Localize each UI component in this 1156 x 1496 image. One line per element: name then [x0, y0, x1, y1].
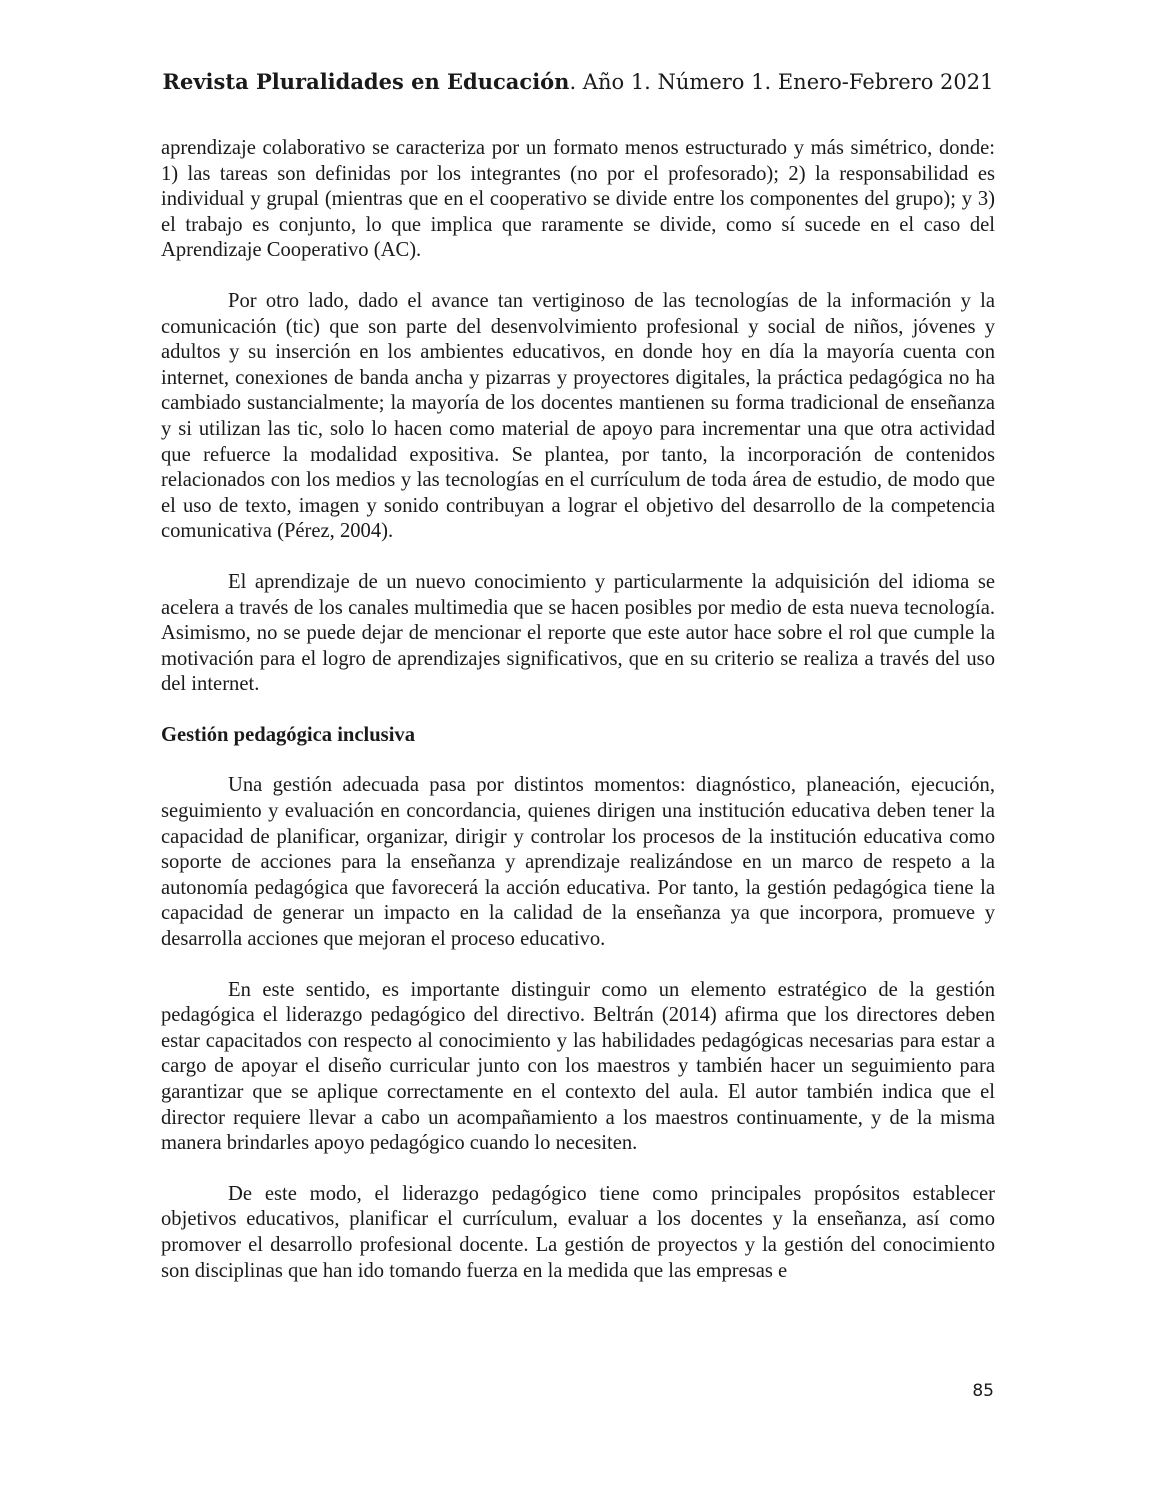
page-number: 85	[972, 1381, 994, 1401]
paragraph-collaborative-learning: aprendizaje colaborativo se caracteriza por un formato menos estructurado y más simétrico, donde: 1) las tareas son definidas por los integrantes (no por el profesorado); 2) la responsabilidad es individual y grupal (mientras que en el cooperativo se divide entre los componentes del grupo); y 3) el trabajo es conjunto, lo que implica que raramente se divide, como sí sucede en el caso del Aprendizaje Cooperativo (AC).	[161, 137, 995, 262]
running-header	[0, 68, 1156, 96]
issue-info: . Año 1. Número 1. Enero-Febrero 2021	[569, 70, 994, 94]
paragraph-purposes: De este modo, el liderazgo pedagógico tiene como principales propósitos establecer objetivos educativos, planificar el currículum, evaluar a los docentes y la enseñanza, así como promover el desarrollo profesional docente. La gestión de proyectos y la gestión del conocimiento son disciplinas que han ido tomando fuerza en la medida que las empresas e	[161, 1182, 995, 1282]
paragraph-multimedia: El aprendizaje de un nuevo conocimiento y particularmente la adquisición del idioma se acelera a través de los canales multimedia que se hacen posibles por medio de esta nueva tecnología. Asimismo, no se puede dejar de mencionar el reporte que este autor hace sobre el rol que cumple la motivación para el logro de aprendizajes significativos, que en su criterio se realiza a través del uso del internet.	[161, 570, 995, 696]
section-heading: Gestión pedagógica inclusiva	[161, 723, 416, 746]
paragraph-ict: Por otro lado, dado el avance tan vertiginoso de las tecnologías de la información y la comunicación (tic) que son parte del desenvolvimiento profesional y social de niños, jóvenes y adultos y su inserción en los ambientes educativos, en donde hoy en día la mayoría cuenta con internet, conexiones de banda ancha y pizarras y proyectores digitales, la práctica pedagógica no ha cambiado sustancialmente; la mayoría de los docentes mantienen su forma tradicional de enseñanza y si utilizan las tic, solo lo hacen como material de apoyo para incrementar una que otra actividad que refuerce la modalidad expositiva. Se plantea, por tanto, la incorporación de contenidos relacionados con los medios y las tecnologías en el currículum de toda área de estudio, de modo que el uso de texto, imagen y sonido contribuyan a lograr el objetivo del desarrollo de la competencia comunicativa (Pérez, 2004).	[161, 289, 995, 543]
journal-title: Revista Pluralidades en Educación	[162, 69, 570, 94]
paragraph-leadership: En este sentido, es importante distinguir como un elemento estratégico de la gestión pedagógica el liderazgo pedagógico del directivo. Beltrán (2014) afirma que los directores deben estar capacitados con respecto al conocimiento y las habilidades pedagógicas necesarias para estar a cargo de apoyar el diseño curricular junto con los maestros y también hacer un seguimiento para garantizar que se aplique correctamente en el contexto del aula. El autor también indica que el director requiere llevar a cabo un acompañamiento a los maestros continuamente, y de la misma manera brindarles apoyo pedagógico cuando lo necesiten.	[161, 978, 995, 1155]
page-body	[161, 136, 995, 1309]
paragraph-management: Una gestión adecuada pasa por distintos momentos: diagnóstico, planeación, ejecución, seguimiento y evaluación en concordancia, quienes dirigen una institución educativa deben tener la capacidad de planificar, organizar, dirigir y controlar los procesos de la institución educativa como soporte de acciones para la enseñanza y aprendizaje realizándose en un marco de respeto a la autonomía pedagógica que favorecerá la acción educativa. Por tanto, la gestión pedagógica tiene la capacidad de generar un impacto en la calidad de la enseñanza ya que incorpora, promueve y desarrolla acciones que mejoran el proceso educativo.	[161, 774, 995, 951]
